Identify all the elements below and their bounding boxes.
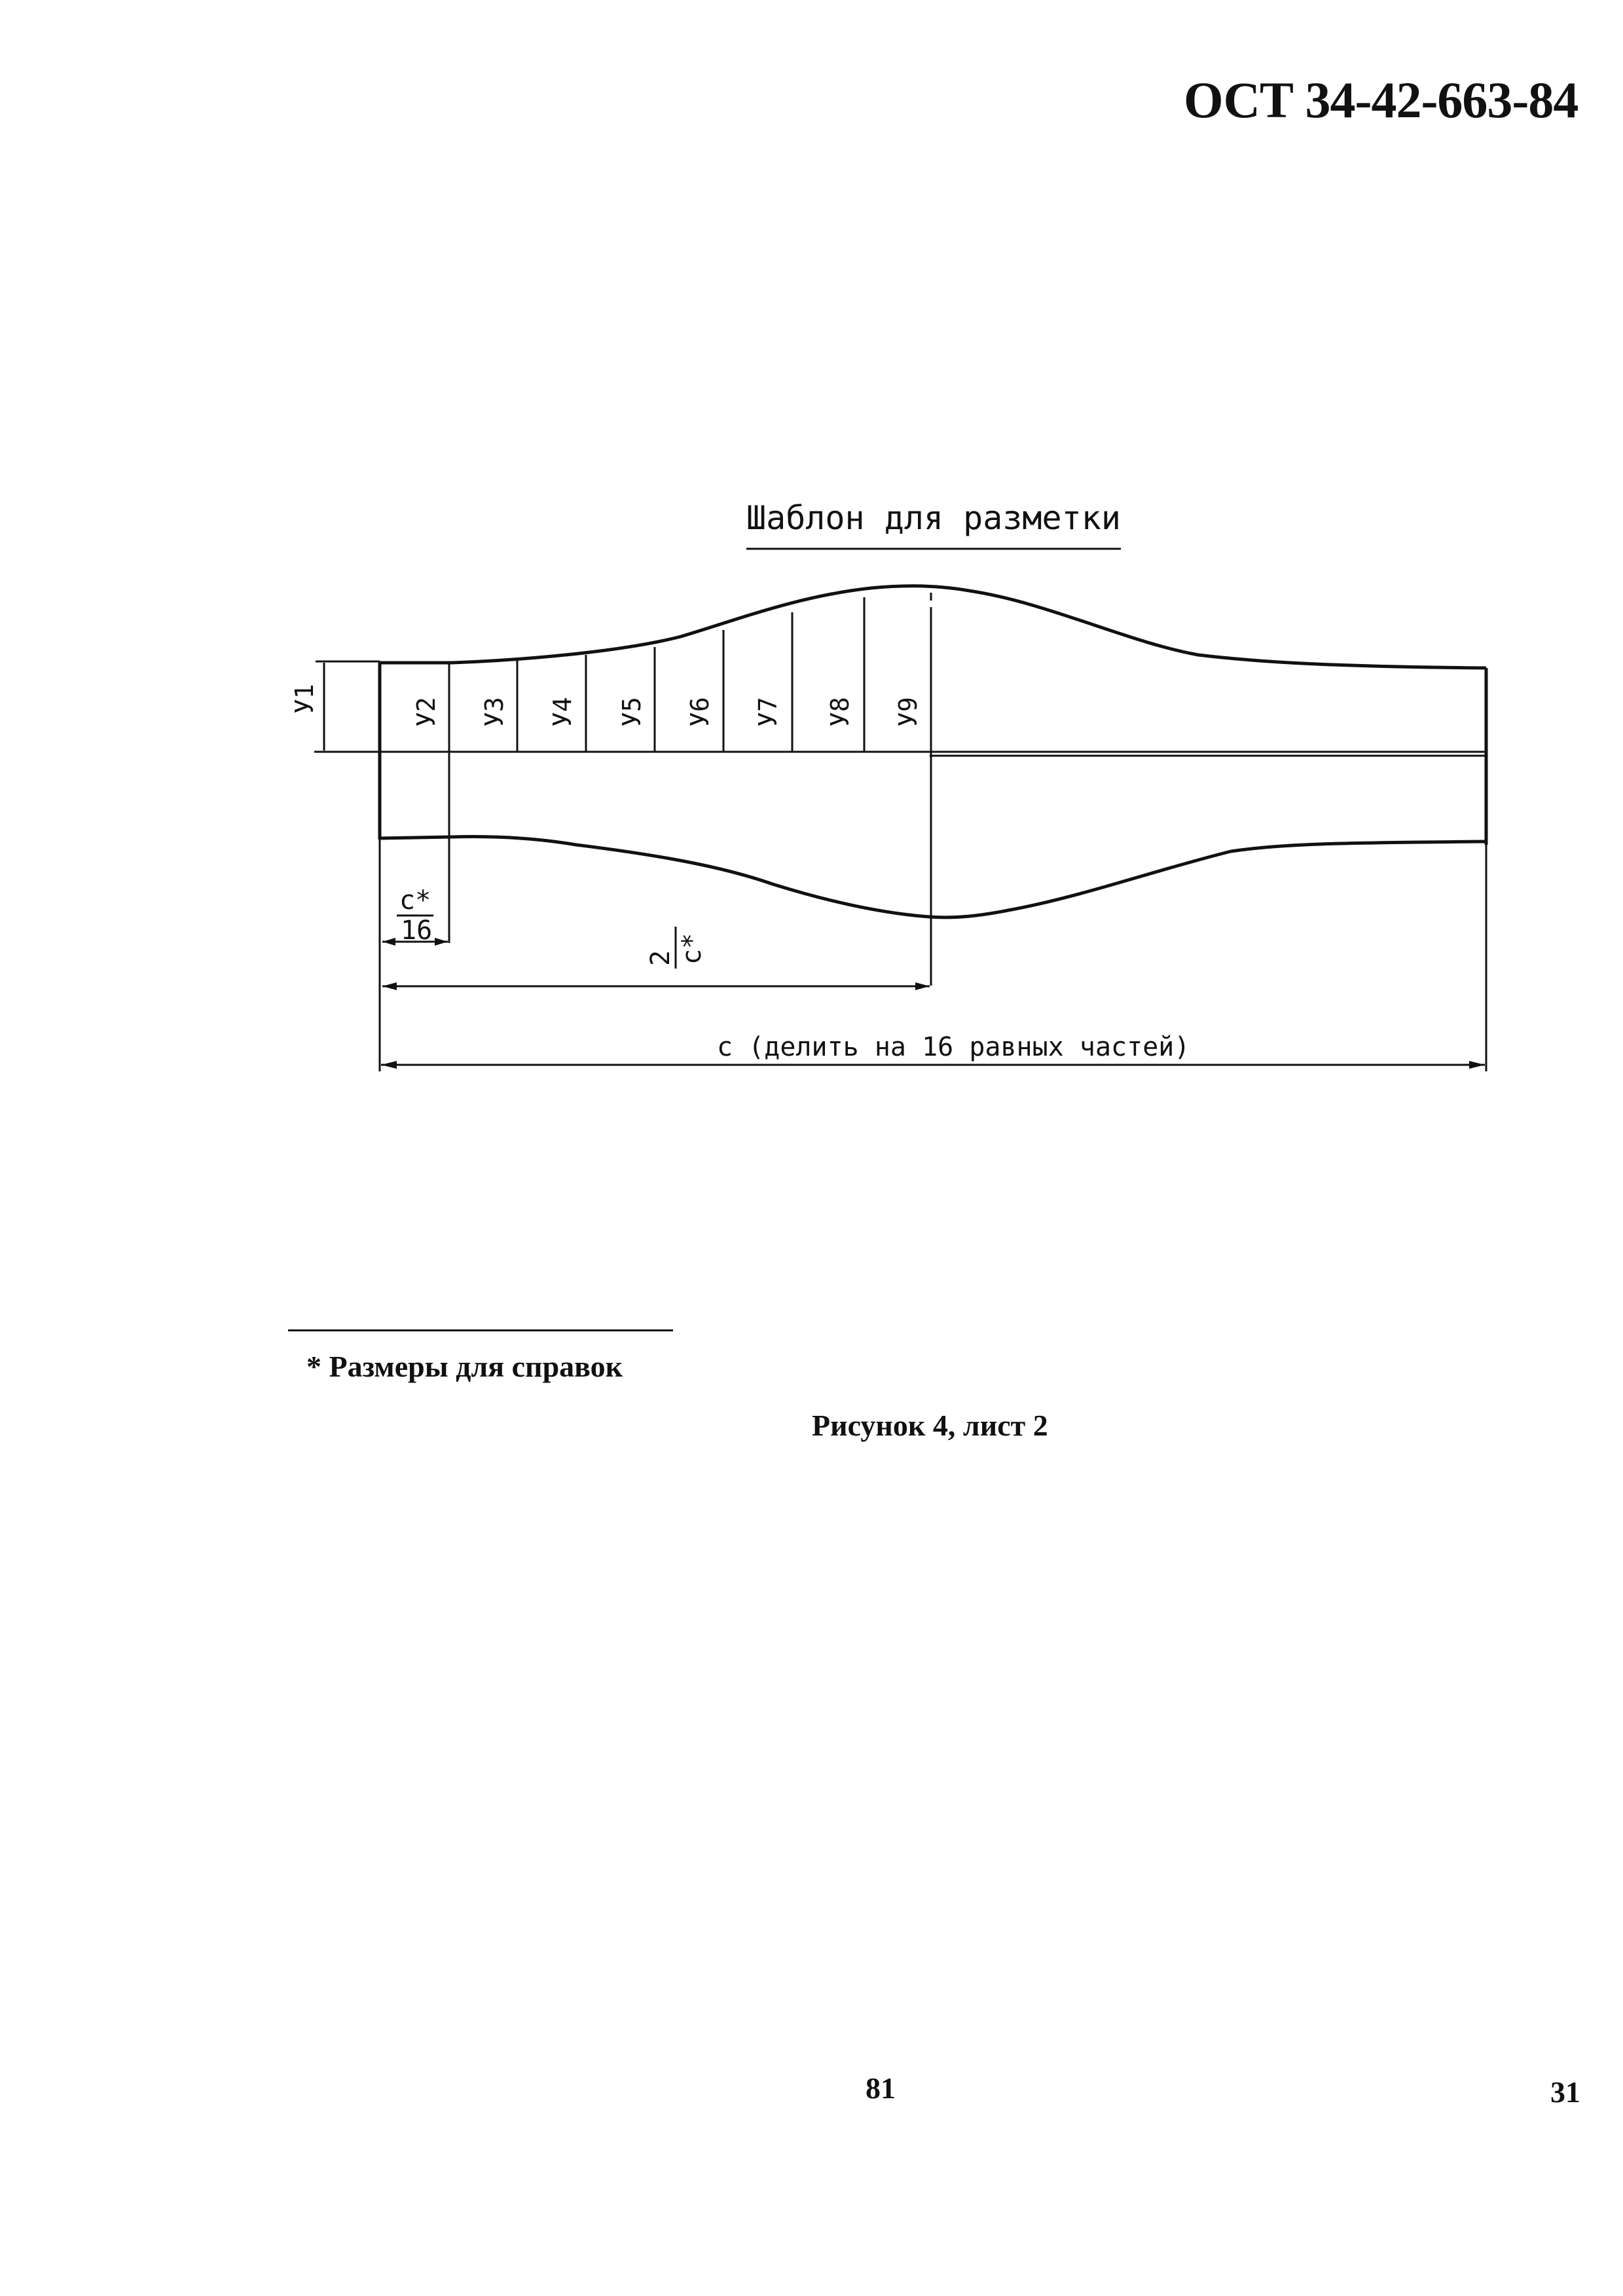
dim-c2-label bbox=[646, 927, 707, 969]
upper-profile-curve bbox=[380, 586, 1486, 668]
dim-c2-arrow-left bbox=[382, 982, 397, 990]
drawing-title: Шаблон для разметки bbox=[746, 499, 1121, 537]
ordinate-label-5: У5 bbox=[617, 697, 646, 727]
ordinate-label-9: У9 bbox=[894, 697, 922, 727]
ordinate-label-6: У6 bbox=[685, 697, 714, 727]
lower-profile-curve bbox=[380, 837, 1486, 917]
dim-c-arrow-left bbox=[381, 1061, 397, 1069]
dim-c16-arrow-left bbox=[382, 938, 395, 946]
ordinate-label-3: У3 bbox=[480, 697, 509, 727]
ordinate-label-2: У2 bbox=[412, 697, 441, 727]
dim-c-arrow-right bbox=[1469, 1061, 1485, 1069]
ordinate-label-4: У4 bbox=[548, 697, 577, 727]
dim-c16-numerator: с* bbox=[399, 885, 431, 916]
ordinate-label-8: У8 bbox=[826, 697, 854, 727]
ordinate-label-1: У1 bbox=[290, 684, 319, 714]
dim-c16-denominator: 16 bbox=[401, 916, 433, 946]
figure-caption: Рисунок 4, лист 2 bbox=[812, 1409, 1048, 1442]
dim-c-label: с (делить на 16 равных частей) bbox=[717, 1032, 1190, 1062]
document-code: ОСТ 34-42-663-84 bbox=[1184, 71, 1578, 128]
footnote-rule bbox=[288, 1329, 673, 1331]
ordinate-lines bbox=[449, 597, 931, 986]
ordinate-label-7: У7 bbox=[754, 697, 782, 727]
dim-c16-arrow-right bbox=[435, 938, 448, 946]
dim-c2-arrow-right bbox=[915, 982, 930, 990]
dim-c2-denominator: 2 bbox=[646, 950, 676, 966]
footnote: * Размеры для справок bbox=[306, 1350, 623, 1383]
page-number-center: 81 bbox=[866, 2071, 896, 2105]
page-number-right: 31 bbox=[1550, 2075, 1580, 2109]
dim-c2-numerator: с* bbox=[677, 933, 707, 965]
